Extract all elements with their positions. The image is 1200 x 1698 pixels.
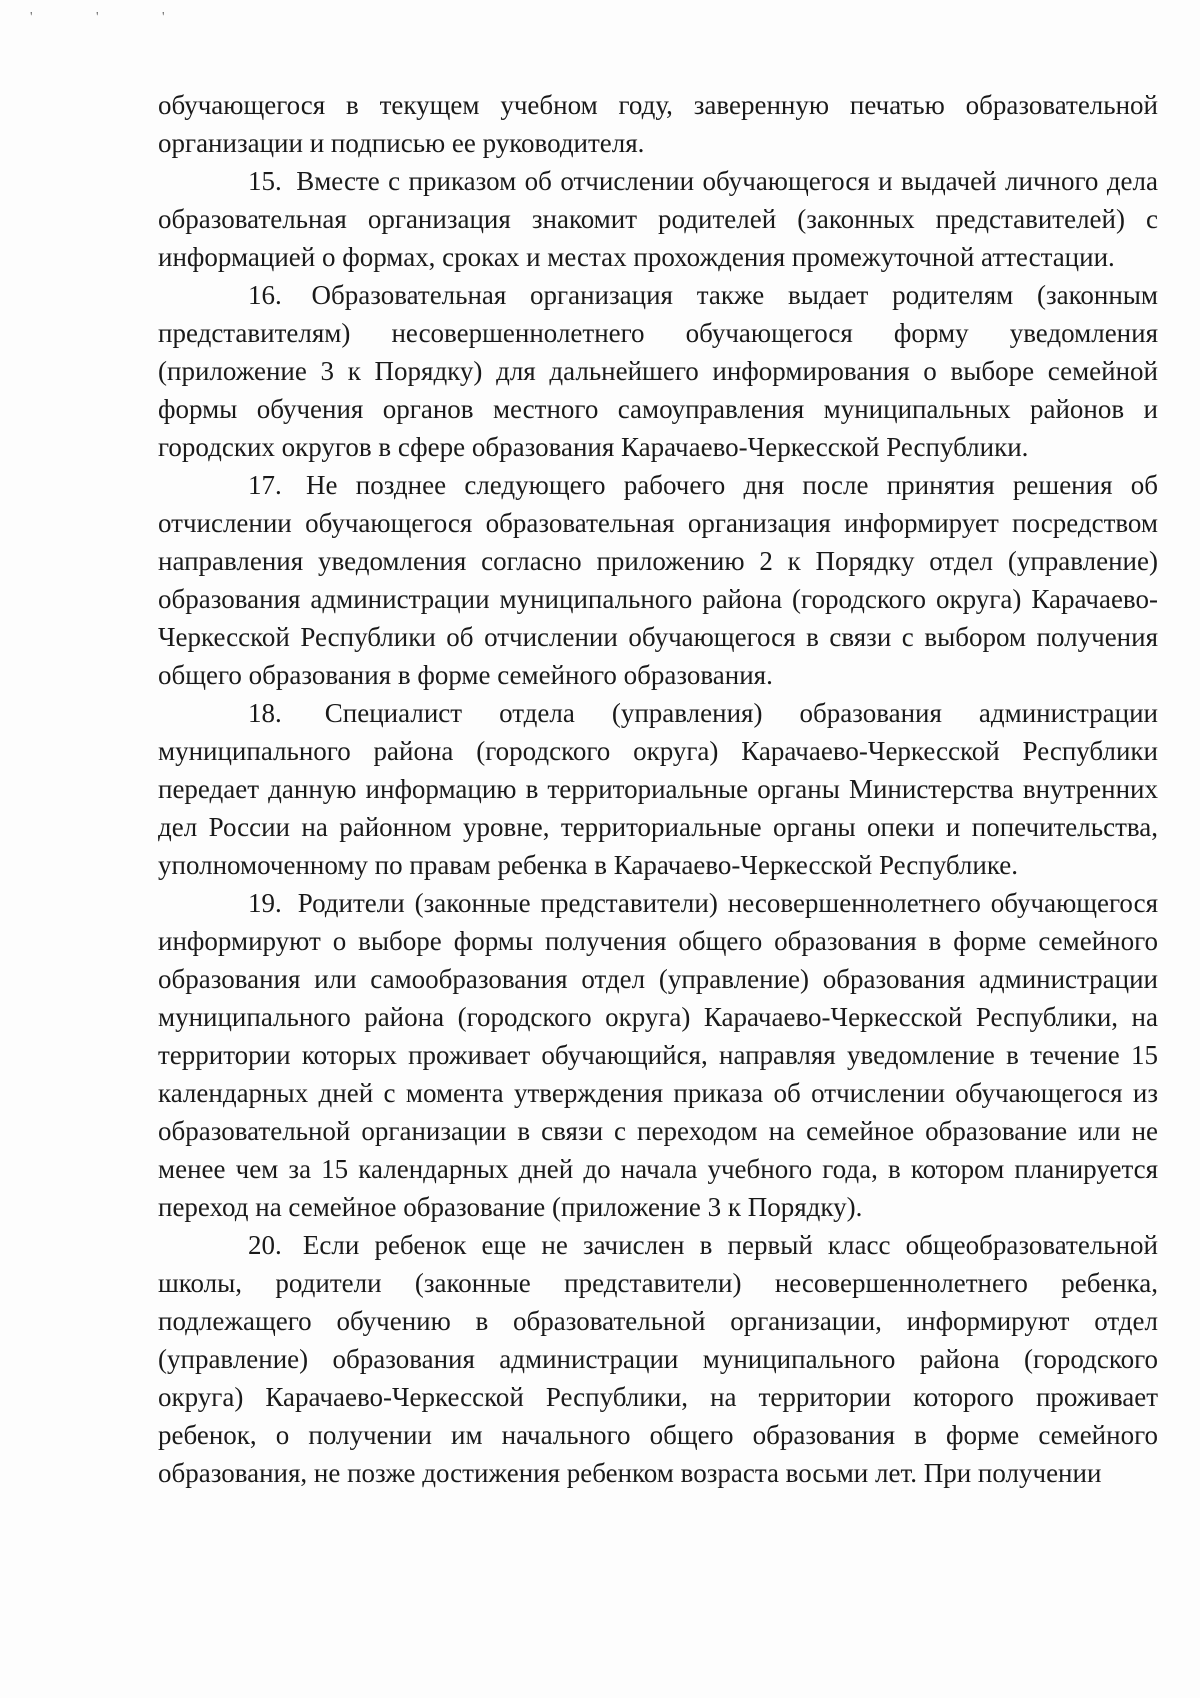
paragraph-text: Специалист отдела (управления) образования администрации муниципального района (городского округа) Карачаево-Черкесской Республики передает данную информацию в территориальные органы Министерства внутренних дел России на районном уровне, территориальные органы опеки и попечительства, уполномоченному по правам ребенка в Карачаево-Черкесской Республике. bbox=[158, 698, 1159, 880]
paragraph-19 bbox=[158, 884, 1158, 1226]
paragraph-20 bbox=[158, 1226, 1158, 1492]
paragraph-text: обучающегося в текущем учебном году, заверенную печатью образовательной организации и подписью ее руководителя. bbox=[158, 90, 1158, 158]
document-body bbox=[158, 86, 1158, 1492]
paragraph-text: Если ребенок еще не зачислен в первый класс общеобразовательной школы, родители (законные представители) несовершеннолетнего ребенка, подлежащего обучению в образовательной организации, информируют отдел (управление) образования администрации муниципального района (городского округа) Карачаево-Черкесской Республики, на территории которого проживает ребенок, о получении им начального общего образования в форме семейного образования, не позже достижения ребенком возраста восьми лет. При получении bbox=[158, 1230, 1159, 1488]
paragraph-number: 19. bbox=[248, 888, 282, 918]
paragraph-17 bbox=[158, 466, 1158, 694]
paragraph-number: 17. bbox=[248, 470, 282, 500]
paragraph-text: Не позднее следующего рабочего дня после принятия решения об отчислении обучающегося образовательная организация информирует посредством направления уведомления согласно приложению 2 к Порядку отдел (управление) образования администрации муниципального района (городского округа) Карачаево-Черкесской Республики об отчислении обучающегося в связи с выбором получения общего образования в форме семейного образования. bbox=[158, 470, 1159, 690]
paragraph-number: 20. bbox=[248, 1230, 282, 1260]
paragraph-continuation bbox=[158, 86, 1158, 162]
scan-artifact-marks: ' ' ' bbox=[30, 10, 195, 25]
paragraph-text: Родители (законные представители) несовершеннолетнего обучающегося информируют о выборе формы получения общего образования в форме семейного образования или самообразования отдел (управление) образования администрации муниципального района (городского округа) Карачаево-Черкесской Республики, на территории которых проживает обучающийся, направляя уведомление в течение 15 календарных дней с момента утверждения приказа об отчислении обучающегося из образовательной организации в связи с переходом на семейное образование или не менее чем за 15 календарных дней до начала учебного года, в котором планируется переход на семейное образование (приложение 3 к Порядку). bbox=[158, 888, 1158, 1222]
paragraph-number: 15. bbox=[248, 166, 282, 196]
paragraph-15 bbox=[158, 162, 1158, 276]
paragraph-16 bbox=[158, 276, 1158, 466]
paragraph-text: Вместе с приказом об отчислении обучающегося и выдачей личного дела образовательная организация знакомит родителей (законных представителей) с информацией о формах, сроках и местах прохождения промежуточной аттестации. bbox=[158, 166, 1158, 272]
paragraph-18 bbox=[158, 694, 1158, 884]
paragraph-text: Образовательная организация также выдает родителям (законным представителям) несовершеннолетнего обучающегося форму уведомления (приложение 3 к Порядку) для дальнейшего информирования о выборе семейной формы обучения органов местного самоуправления муниципальных районов и городских округов в сфере образования Карачаево-Черкесской Республики. bbox=[158, 280, 1158, 462]
paragraph-number: 18. bbox=[248, 698, 282, 728]
paragraph-number: 16. bbox=[248, 280, 282, 310]
